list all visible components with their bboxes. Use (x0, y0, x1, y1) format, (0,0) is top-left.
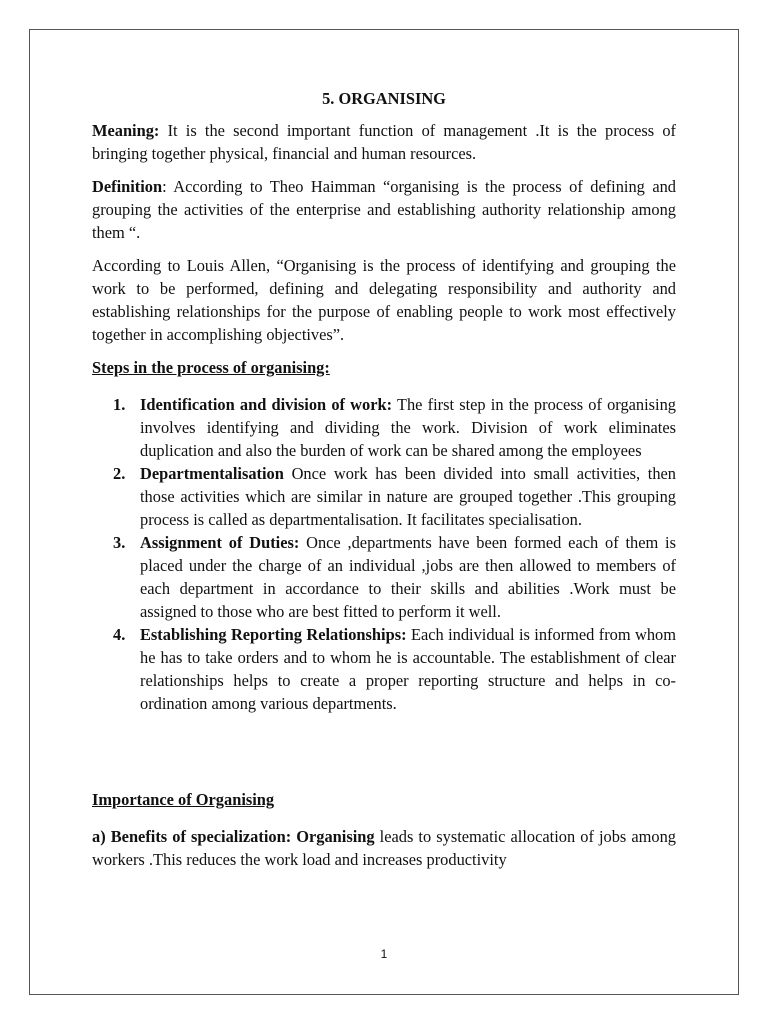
list-item (92, 462, 676, 531)
page-number: 1 (380, 947, 388, 961)
step-label: Assignment of Duties: (140, 533, 300, 552)
definition-label: Definition (92, 177, 163, 196)
steps-heading: Steps in the process of organising: (92, 358, 330, 377)
step-text: Once ,departments have been formed each of them is placed under the charge of an individual ,jobs are then allowed to members of each department in accordance to their skills and abilities .Work must be assigned to those who are best fitted to perform it well. (140, 533, 676, 621)
step-label: Establishing Reporting Relationships: (140, 625, 407, 644)
meaning-text: It is the second important function of management .It is the process of bringing together physical, financial and human resources. (92, 121, 676, 163)
steps-list (92, 393, 676, 715)
allen-quote-paragraph: According to Louis Allen, “Organising is the process of identifying and grouping the work to be performed, defining and delegating responsibility and authority and establishing relationships for the purpose of enabling people to work most effectively together in accomplishing objectives”. (92, 256, 676, 344)
step-text: Each individual is informed from whom he has to take orders and to whom he is accountable. The establishment of clear relationships helps to create a proper reporting structure and helps in co-ordination among various departments. (140, 625, 676, 713)
step-number: 4. (113, 625, 126, 644)
step-text: Once work has been divided into small activities, then those activities which are similar in nature are grouped together .This grouping process is called as departmentalisation. It facilitates specialisation. (140, 464, 676, 529)
list-item (92, 393, 676, 462)
list-item (92, 623, 676, 715)
importance-heading: Importance of Organising (92, 790, 275, 809)
definition-paragraph (92, 175, 676, 244)
step-text: The first step in the process of organising involves identifying and dividing the work. Division of work eliminates duplication and also the burden of work can be shared among the employees (140, 395, 676, 460)
meaning-label: Meaning: (92, 121, 160, 140)
step-number: 1. (113, 395, 126, 414)
step-label: Identification and division of work: (140, 395, 393, 414)
list-item (92, 531, 676, 623)
meaning-paragraph (92, 119, 676, 165)
step-number: 3. (113, 533, 126, 552)
importance-item-a-label: a) Benefits of specialization: Organising (92, 827, 375, 846)
importance-item-a (92, 825, 676, 871)
importance-item-a-text: leads to systematic allocation of jobs among workers .This reduces the work load and increases productivity (92, 827, 676, 869)
step-number: 2. (113, 464, 126, 483)
definition-text: : According to Theo Haimman “organising is the process of defining and grouping the activities of the enterprise and establishing authority relationship among them “. (92, 177, 676, 242)
document-body (92, 87, 676, 881)
page-title: 5. ORGANISING (322, 89, 446, 108)
step-label: Departmentalisation (140, 464, 284, 483)
section-spacer (92, 715, 676, 788)
